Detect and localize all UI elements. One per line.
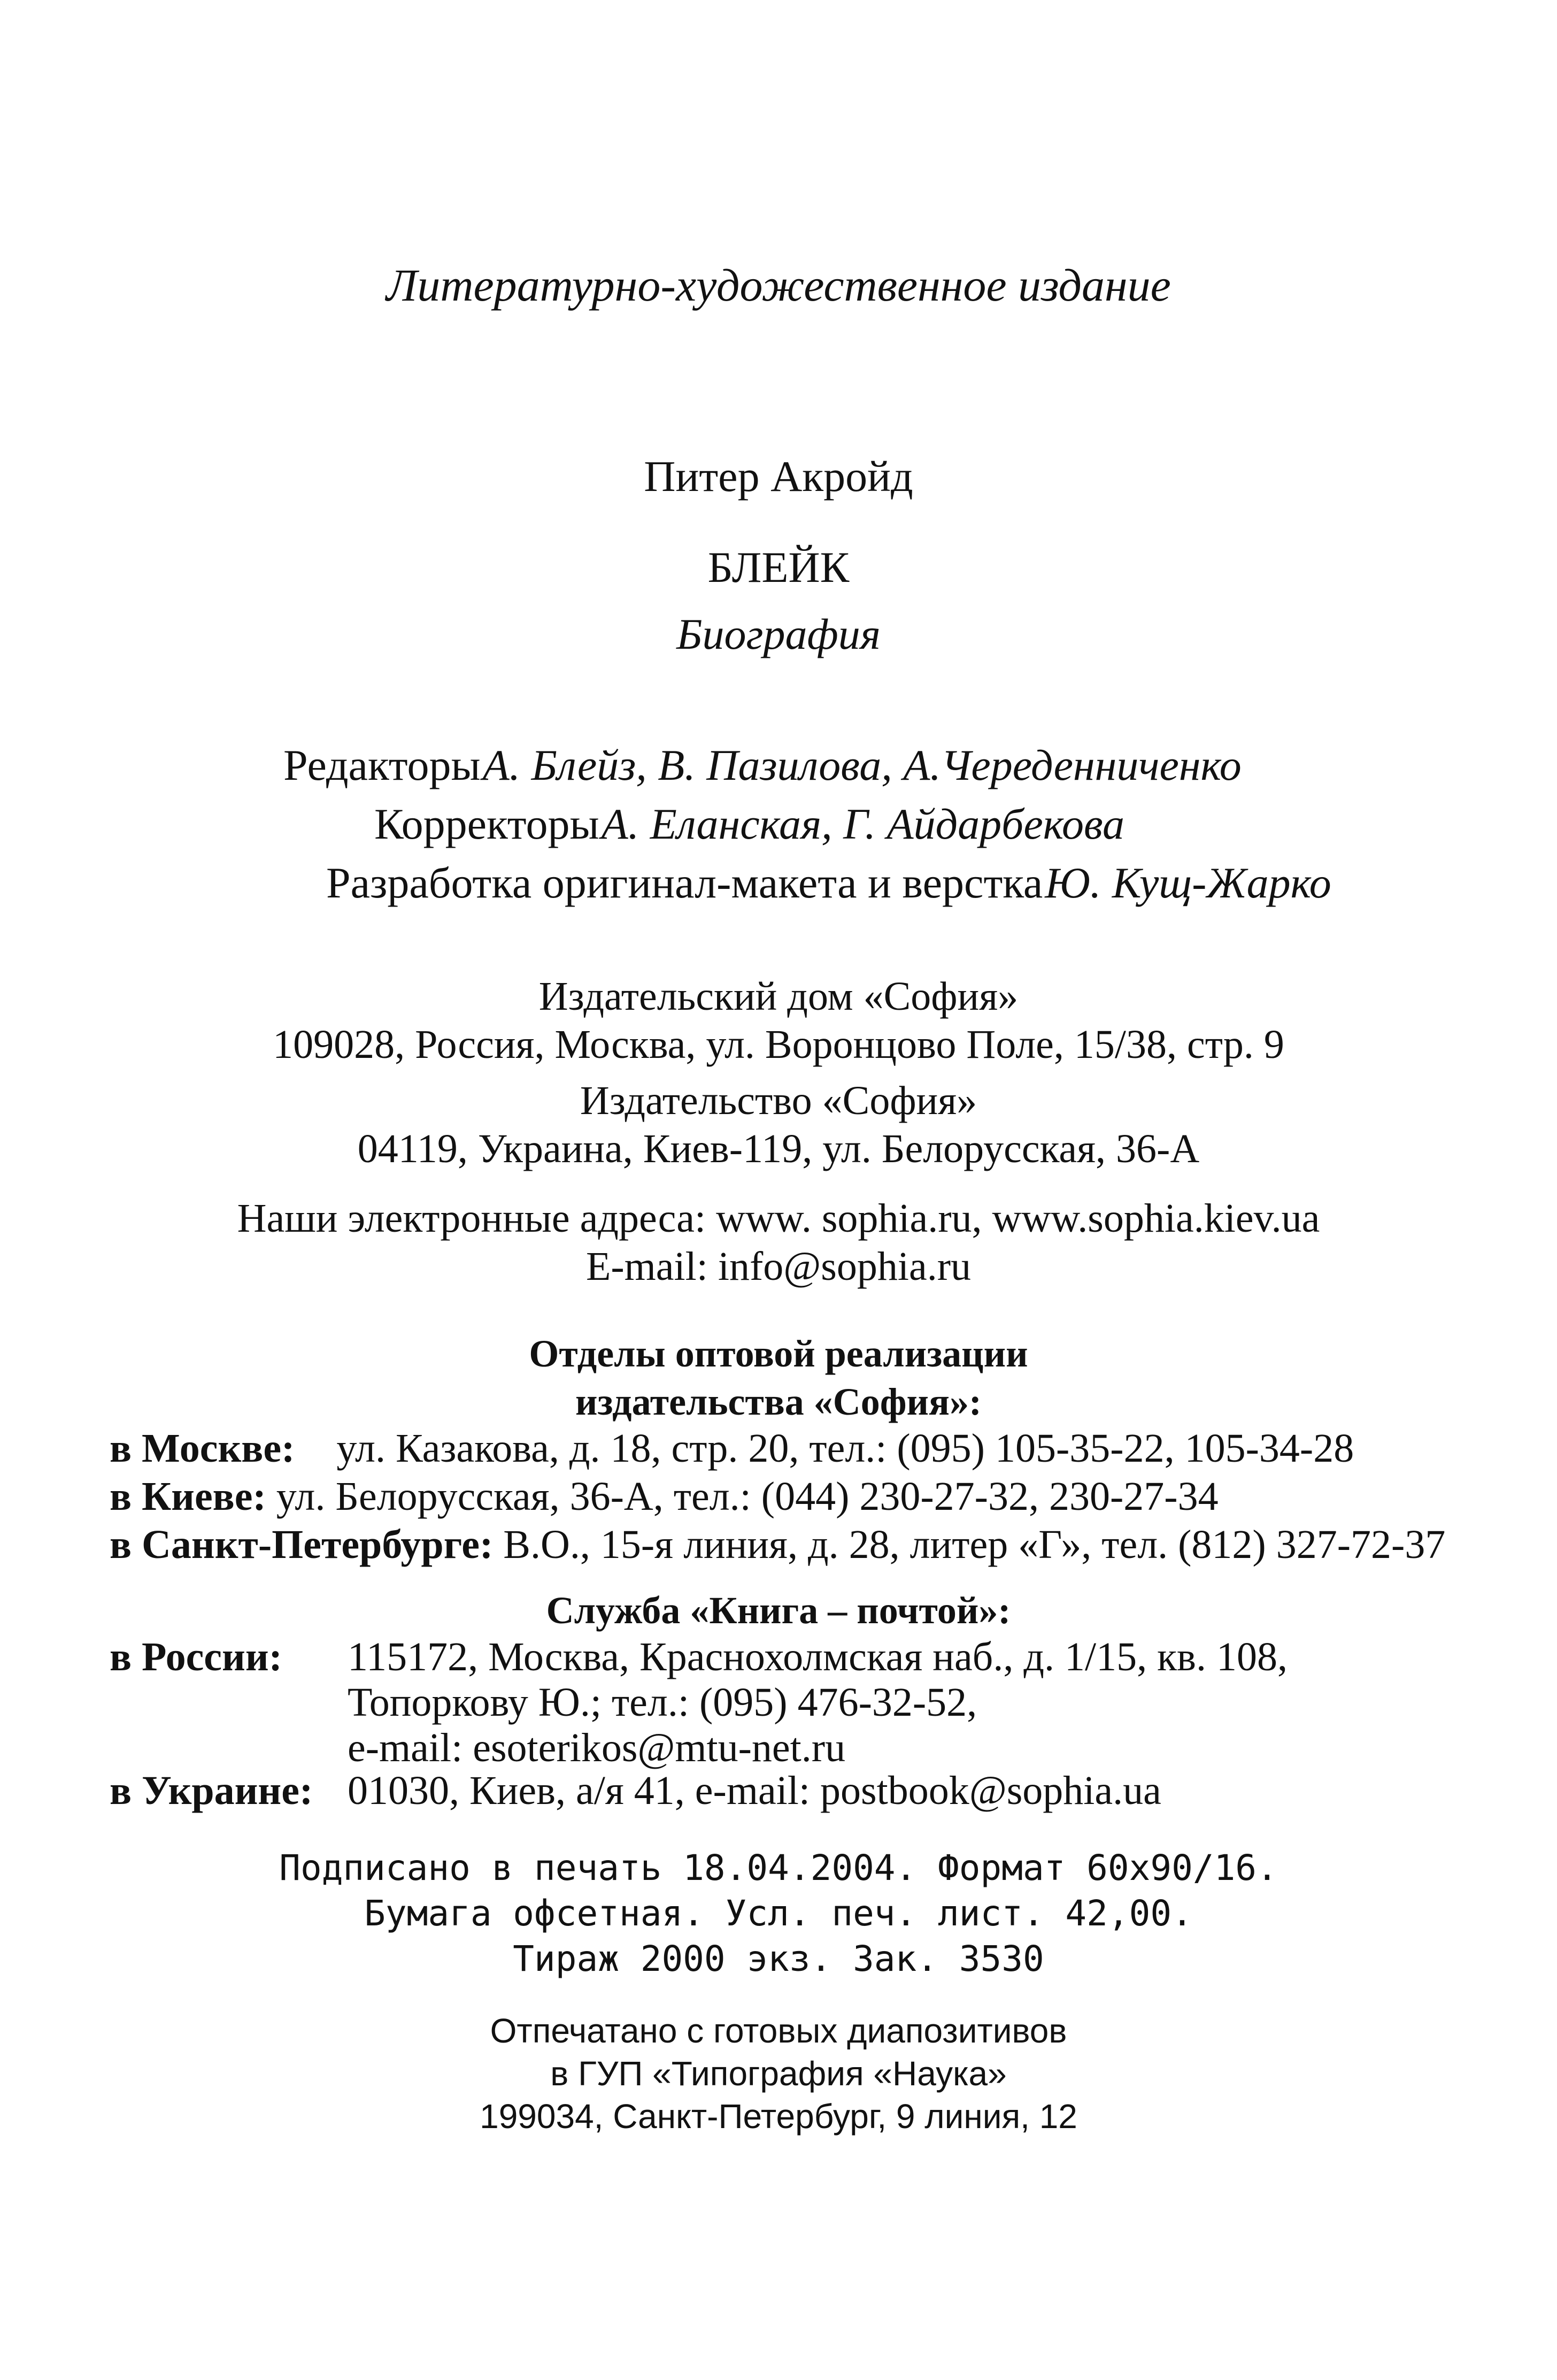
mail-ukraine-address: 01030, Киев, а/я 41, e-mail: postbook@sophia.ua — [348, 1768, 1161, 1813]
mail-russia-line-1: 115172, Москва, Краснохолмская наб., д. 1/15, кв. 108, — [348, 1634, 1288, 1679]
printer-line-2: в ГУП «Типография «Наука» — [550, 2054, 1007, 2093]
layout-line — [326, 858, 1331, 907]
web-addresses: Наши электронные адреса: www. sophia.ru, www.sophia.kiev.ua — [237, 1196, 1320, 1241]
layout-label: Разработка оригинал-макета и верстка — [326, 858, 1043, 907]
editors-names: А. Блейз, В. Пазилова, А.Череденниченко — [482, 741, 1242, 789]
kiev-address: ул. Белорусская, 36-А, тел.: (044) 230-27-32, 230-27-34 — [276, 1474, 1219, 1519]
mail-order-heading: Служба «Книга – почтой»: — [546, 1589, 1011, 1632]
mail-russia-line-2: Топоркову Ю.; тел.: (095) 476-32-52, — [348, 1680, 977, 1725]
publisher-name: Издательство «София» — [580, 1078, 977, 1123]
publisher-email: E-mail: info@sophia.ru — [585, 1244, 972, 1289]
mail-ukraine-label: в Украине: — [110, 1768, 313, 1813]
layout-name: Ю. Кущ-Жарко — [1045, 858, 1331, 907]
moscow-address: ул. Казакова, д. 18, стр. 20, тел.: (095) 105-35-22, 105-34-28 — [336, 1426, 1354, 1471]
proofreaders-line — [374, 802, 1124, 846]
imprint-line-1: Подписано в печать 18.04.2004. Формат 60х90/16. — [279, 1847, 1278, 1888]
wholesale-kiev — [110, 1476, 1219, 1517]
printer-line-1: Отпечатано с готовых диапозитивов — [490, 2012, 1067, 2050]
mail-russia-label: в России: — [110, 1634, 282, 1679]
edition-type: Литературно-художественное издание — [386, 259, 1171, 311]
proofreaders-label: Корректоры — [374, 800, 599, 848]
proofreaders-names: А. Еланская, Г. Айдарбекова — [601, 800, 1125, 848]
book-genre: Биография — [676, 610, 881, 658]
spb-label: в Санкт-Петербурге: — [110, 1522, 494, 1567]
editors-label: Редакторы — [283, 741, 481, 789]
wholesale-heading-1: Отделы оптовой реализации — [529, 1332, 1028, 1375]
imprint-line-2: Бумага офсетная. Усл. печ. лист. 42,00. — [364, 1893, 1193, 1934]
book-author: Питер Акройд — [644, 452, 913, 501]
printer-line-3: 199034, Санкт-Петербург, 9 линия, 12 — [480, 2097, 1077, 2136]
wholesale-heading-2: издательства «София»: — [575, 1380, 982, 1423]
editors-line — [283, 743, 1242, 787]
publishing-house-address: 109028, Россия, Москва, ул. Воронцово Поле, 15/38, стр. 9 — [273, 1022, 1284, 1067]
imprint-line-3: Тираж 2000 экз. Зак. 3530 — [513, 1938, 1044, 1979]
moscow-label: в Москве: — [110, 1426, 295, 1471]
wholesale-moscow — [110, 1428, 1354, 1469]
book-title: БЛЕЙК — [707, 543, 850, 592]
mail-russia-line-3: e-mail: esoterikos@mtu-net.ru — [348, 1725, 846, 1770]
kiev-label: в Киеве: — [110, 1474, 266, 1519]
publishing-house-name: Издательский дом «София» — [538, 974, 1019, 1019]
publisher-address: 04119, Украина, Киев-119, ул. Белорусская, 36-А — [357, 1126, 1200, 1171]
spb-address: В.О., 15-я линия, д. 28, литер «Г», тел. (812) 327-72-37 — [503, 1522, 1446, 1567]
wholesale-spb — [110, 1524, 1445, 1565]
